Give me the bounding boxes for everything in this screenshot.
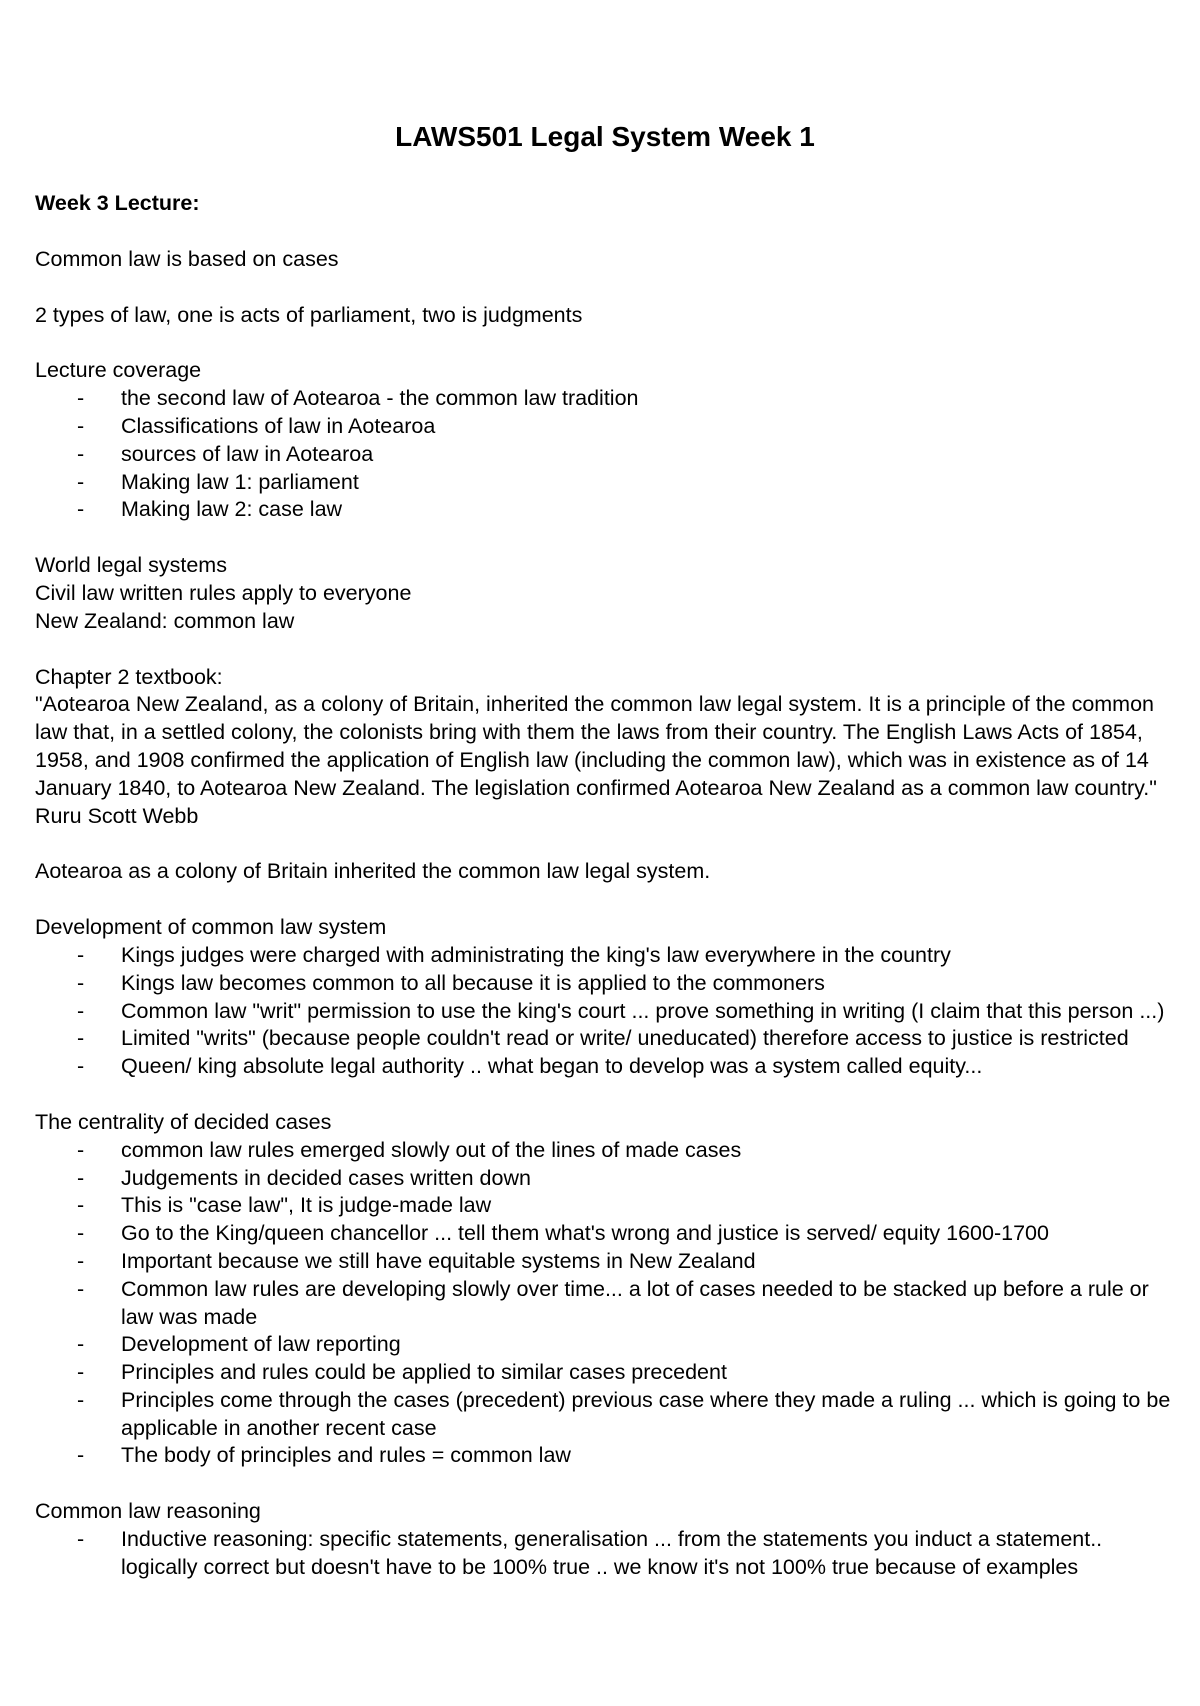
dash-bullet: -	[77, 998, 85, 1023]
dash-bullet: -	[77, 1026, 85, 1051]
dash-bullet: -	[77, 1221, 85, 1246]
list-item: - Development of law reporting	[35, 1331, 1175, 1359]
list-item: - Common law "writ" permission to use the king's court ... prove something in writing (I claim that this person ...)	[35, 998, 1175, 1026]
lecture-coverage-heading: Lecture coverage	[35, 358, 202, 383]
list-item: - Queen/ king absolute legal authority .. what began to develop was a system called equity...	[35, 1053, 1175, 1081]
week-subheading: Week 3 Lecture:	[35, 191, 200, 215]
document-title: LAWS501 Legal System Week 1	[395, 121, 815, 152]
lecture-coverage-list	[35, 385, 1175, 524]
list-item: - Kings law becomes common to all because it is applied to the commoners	[35, 970, 1175, 998]
centrality-list	[35, 1137, 1175, 1471]
development-heading: Development of common law system	[35, 915, 387, 940]
world-legal-line-1: World legal systems	[35, 553, 227, 578]
list-item: - the second law of Aotearoa - the common law tradition	[35, 385, 1175, 413]
list-item: - Classifications of law in Aotearoa	[35, 413, 1175, 441]
development-list	[35, 942, 1175, 1081]
world-legal-line-2: Civil law written rules apply to everyone	[35, 580, 412, 605]
document-body	[35, 190, 1175, 1582]
chapter2-heading: Chapter 2 textbook:	[35, 664, 223, 689]
dash-bullet: -	[77, 1137, 85, 1162]
dash-bullet: -	[77, 1443, 85, 1468]
intro-line-2: 2 types of law, one is acts of parliament, two is judgments	[35, 302, 583, 327]
dash-bullet: -	[77, 970, 85, 995]
reasoning-heading: Common law reasoning	[35, 1499, 261, 1524]
dash-bullet: -	[77, 1527, 85, 1552]
dash-bullet: -	[77, 497, 85, 522]
intro-line-1: Common law is based on cases	[35, 246, 339, 271]
list-item: - Judgements in decided cases written down	[35, 1165, 1175, 1193]
dash-bullet: -	[77, 942, 85, 967]
dash-bullet: -	[77, 1193, 85, 1218]
list-item: - Limited "writs" (because people couldn't read or write/ uneducated) therefore access to justice is restricted	[35, 1025, 1175, 1053]
list-item: - Making law 1: parliament	[35, 469, 1175, 497]
centrality-heading: The centrality of decided cases	[35, 1109, 332, 1134]
reasoning-list	[35, 1526, 1175, 1582]
dash-bullet: -	[77, 1165, 85, 1190]
inherited-line: Aotearoa as a colony of Britain inherited the common law legal system.	[35, 859, 711, 884]
dash-bullet: -	[77, 469, 85, 494]
dash-bullet: -	[77, 386, 85, 411]
list-item: - The body of principles and rules = common law	[35, 1442, 1175, 1470]
list-item: - Kings judges were charged with administrating the king's law everywhere in the country	[35, 942, 1175, 970]
dash-bullet: -	[77, 1276, 85, 1301]
list-item: - Common law rules are developing slowly over time... a lot of cases needed to be stacked up before a rule or law was made	[77, 1276, 1149, 1329]
dash-bullet: -	[77, 441, 85, 466]
list-item: - This is "case law", It is judge-made law	[35, 1192, 1175, 1220]
list-item: - common law rules emerged slowly out of the lines of made cases	[35, 1137, 1175, 1165]
chapter2-quote: "Aotearoa New Zealand, as a colony of Britain, inherited the common law legal system. It is a principle of the common law that, in a settled colony, the colonists bring with them the laws from their country. The English Laws Acts of 1854, 1958, and 1908 confirmed the application of English law (including the common law), which was in existence as of 14 January 1840, to Aotearoa New Zealand. The legislation confirmed Aotearoa New Zealand as a common law country." Ruru Scott Webb	[35, 692, 1157, 828]
dash-bullet: -	[77, 1360, 85, 1385]
list-item: - Important because we still have equitable systems in New Zealand	[35, 1248, 1175, 1276]
list-item: - Principles come through the cases (precedent) previous case where they made a ruling ... which is going to be applicable in another recent case	[77, 1387, 1171, 1440]
dash-bullet: -	[77, 1248, 85, 1273]
list-item: - Making law 2: case law	[35, 496, 1175, 524]
list-item: - Go to the King/queen chancellor ... tell them what's wrong and justice is served/ equity 1600-1700	[35, 1220, 1175, 1248]
list-item: - Inductive reasoning: specific statements, generalisation ... from the statements you induct a statement.. logically correct but doesn't have to be 100% true .. we know it's not 100% true because of examples	[77, 1527, 1103, 1579]
dash-bullet: -	[77, 413, 85, 438]
dash-bullet: -	[77, 1054, 85, 1079]
dash-bullet: -	[77, 1387, 85, 1412]
list-item: - sources of law in Aotearoa	[35, 441, 1175, 469]
list-item: - Principles and rules could be applied to similar cases precedent	[35, 1359, 1175, 1387]
dash-bullet: -	[77, 1332, 85, 1357]
world-legal-line-3: New Zealand: common law	[35, 608, 295, 633]
